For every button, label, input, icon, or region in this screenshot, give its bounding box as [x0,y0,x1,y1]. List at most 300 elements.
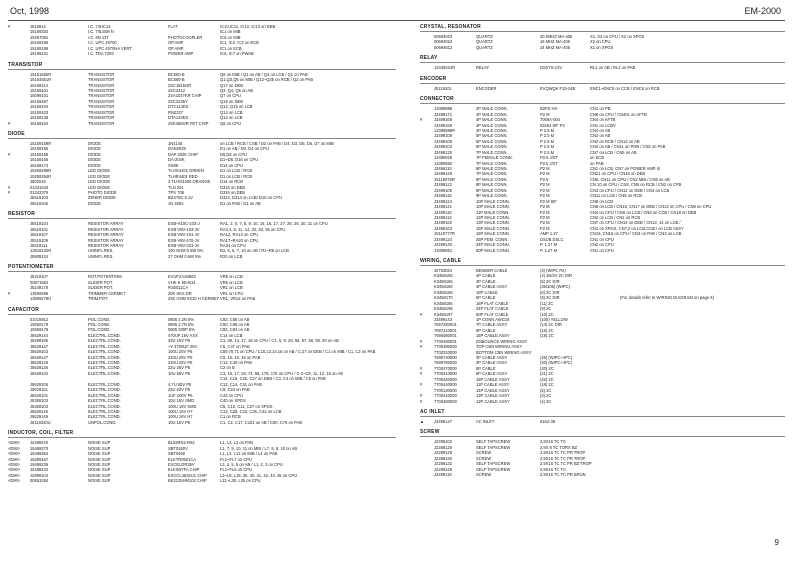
part-number-cell: J5629149 [30,414,48,420]
part-number-cell: 15159101 [30,87,49,93]
location-cell: IC6 on MIB [220,34,241,40]
description-cell: NOISE SUP [88,445,111,451]
mark-cell: # [420,398,423,404]
type-cell: P2 M 90* [540,198,557,204]
type-cell: (18) 2C [540,382,554,388]
type-cell: P. 1.27 M [540,242,557,248]
description-cell: 7P FEMALE CONN. [476,155,513,161]
mark-cell: <EMI> [8,467,21,473]
part-number-cell: 15154561R [30,77,52,83]
description-cell: 50P FLAT CABLE [476,311,509,317]
mark-cell: # [420,393,423,399]
location-cell: C6, 10, 43, 46 on PAB [220,354,261,360]
location-cell: IC1 on MIB [220,29,241,35]
section-rule [420,416,785,417]
part-number-cell: 7700450000 [434,398,457,404]
type-cell: 10U 50V P5 [168,370,191,376]
type-cell: 53254 90* P2 [540,122,565,128]
description-cell: 16P CABLE ASSY [476,376,510,382]
type-cell: (20) (WIPC+4PC) [540,360,573,366]
type-cell: EVUF2A16B63 [168,274,196,280]
part-number-cell: J5219107 [30,274,48,280]
part-number-cell: K3458160 [434,284,453,290]
location-cell: IC1, IC2, IC3 on ECB [220,40,259,46]
location-cell: D14 on RCB [220,179,243,185]
part-number-cell: J2289126 [434,444,452,450]
part-number-cell: 15499270 [30,445,49,451]
part-number-cell: 7697210001 [434,327,457,333]
type-cell: PHOTOCOUPLER [168,34,203,40]
part-number-cell: 00694812 [434,44,453,50]
location-cell: Q8 on CPU [220,120,241,126]
part-number-cell: J5519107 [30,232,48,238]
part-number-cell: J2289118 [434,472,452,477]
location-cell: C2 on B [220,365,235,371]
description-cell: 5P MALE CONN. [476,133,508,139]
type-cell: P2 M [540,187,550,193]
section [8,131,396,206]
description-cell: TRANSISTOR [88,115,115,121]
type-cell: (16) 2C [540,327,554,333]
description-cell: 34P MALE CONN. [476,242,510,248]
type-cell: DA-204K [168,157,185,163]
description-cell: RESISTOR ARRAY [88,221,124,227]
type-cell: DAP 202K CHIP [168,151,198,157]
type-cell: BC550-B [168,71,185,77]
type-cell: VHK-K 5D-B14 [168,279,196,285]
location-cell: L21~L30, L35 on CPU [220,478,261,484]
type-cell: 100U 16V SMD [168,403,197,409]
description-cell: ELECTRL.COND. [88,387,121,393]
description-cell: I.C. UPC 4570C [88,40,118,46]
section-title: RESISTOR [8,211,36,218]
type-cell: 2SA1037KR CHIP [168,93,202,99]
location-cell: CN4 on AB [590,127,611,133]
description-cell: LED DIODE [88,173,111,179]
location-cell: D315 on DEB [220,189,246,195]
type-cell: DTA143ES [168,115,189,121]
description-cell: 4P MALE CONN. [476,122,508,128]
description-cell: 3P CABLE ASSY [476,355,508,360]
description-cell: 50P MALE CONN. [476,247,510,253]
location-cell: CN1 on LCB, CN7 on POWER AMP. B [590,166,660,171]
part-number-cell: 13399592 [434,160,453,166]
description-cell: ZENER DIODE [88,195,116,201]
part-number-cell: 01015912 [30,316,49,322]
part-number-cell: J5499196 [30,338,48,344]
mark-cell: <EMI> [8,462,21,467]
type-cell: 22U 63V P5 [168,387,191,393]
header-date: Oct, 1998 [10,6,50,16]
mark-cell: # [420,365,423,371]
location-cell: RA34 on CPU [220,243,246,248]
description-cell: SELF TAPSCREW [476,444,511,450]
part-number-cell: J5629104 [30,370,48,376]
description-cell: TRANSISTOR [88,82,115,88]
type-cell: ~V 4700UF 25V [168,343,198,349]
location-cell: Q13 on LCB [220,115,243,121]
description-cell: 10P MALE CONN. [476,204,510,210]
location-cell: RA1, 2, 6, 7, 8, 9, 10, 15, 16, 17, 27, 28, 29, 30, 31 on CPU [220,221,328,227]
description-cell: LED DIODE [88,168,111,174]
part-number-cell: 15259294R [30,173,52,179]
description-cell: DIODE [88,141,101,146]
mark-cell: <EMI> [8,456,21,462]
type-cell: (5) 2C DIR [540,278,560,284]
location-cell: CN3 on AB / CN11 on PHB / CN2 on PAB [590,144,666,150]
part-number-cell: J3499110 [434,166,452,171]
mark-cell: # [420,338,423,344]
section-title: TRANSISTOR [8,61,43,68]
part-number-cell: J5629144 [30,332,48,338]
description-cell: ENCODER [476,85,497,91]
mark-cell: # [8,151,11,157]
description-cell: DIODE [88,146,101,152]
description-cell: NOISE SUP [88,478,111,484]
type-cell: (21) 2C [540,371,554,377]
part-number-cell: J2289128 [434,466,452,472]
type-cell: 100U 16V H7 [168,414,193,420]
description-cell: QUARTZ [476,34,493,39]
type-cell: P2 M [540,209,550,215]
location-cell: Q1,Q3,Q5 on MIB / Q12~Q25 on RCB / Q2 on PAB [220,77,314,83]
description-cell: 11P MALE CONN. [476,209,510,215]
type-cell: (3) (WIPC P2) [540,268,566,273]
description-cell: TRIM.POT. [88,296,109,302]
section-rule [420,103,785,104]
left-column [8,24,396,484]
type-cell: 2SK368GR FET CHIP [168,120,209,126]
description-cell: ELECTRL.COND. [88,360,121,365]
location-cell: D316 on DEB [220,184,246,190]
location-cell: C5, C47 on PAB [220,343,250,349]
type-cell: 10U 16V SMD [168,398,195,404]
location-cell: X2 on CPU [590,39,611,45]
part-number-cell: 01341633 [30,184,49,190]
description-cell: BOTTOM CBN WIRING ASSY [476,349,532,355]
part-number-cell: J5629147 [30,354,48,360]
location-cell: C43 on CPU [220,392,243,398]
description-cell: 4P CABLE [476,278,496,284]
type-cell: P2 M [540,193,550,199]
location-cell: C82, C84 on AB [220,327,250,333]
type-cell: OP.AMP. [168,45,185,51]
part-number-cell: J5629151 [30,387,48,393]
right-column [420,24,785,477]
location-cell: CN1 on PB [590,106,611,112]
description-cell: 8P CABLE [476,365,496,371]
description-cell: 25P FEM. CONN. [476,236,509,242]
description-cell: 11P CABLE ASSY [476,382,510,388]
mark-cell: # [420,371,423,377]
description-cell: 12P CABLE ASSY [476,398,510,404]
part-number-cell: 7700480001 [434,338,457,344]
part-number-cell: J3499108 [434,133,452,139]
type-cell: BK2125HM102 CHIP [168,478,207,484]
type-cell: 1N4148 [168,141,183,146]
location-cell: CN2 on AB [590,133,611,139]
location-cell: on PAB [590,160,604,166]
mark-cell: <EMI> [8,478,21,484]
part-number-cell: J3499125 [434,149,452,155]
section [420,429,785,477]
type-cell: P 2.5 M [540,138,555,144]
type-cell: 7058A-004 [540,117,561,123]
type-cell: (26) (WIPC+4PC) [540,355,573,360]
part-number-cell: J3499163 [434,225,452,231]
mark-cell: # [420,382,423,388]
location-cell: Q12, Q15 on LCB [220,104,253,110]
part-number-cell: J3499103 [434,144,452,150]
part-number-cell: J3499124 [434,198,452,204]
part-number-cell: 15159104 [30,104,49,110]
type-cell: 2,9X16 TC TC [540,439,567,445]
section-rule [8,69,396,70]
description-cell: 9P MALE CONN. [476,187,508,193]
mark-cell: # [8,184,11,190]
description-cell: NOISE SUP [88,472,111,478]
part-number-cell: J3499109 [434,138,452,144]
description-cell: ROT.POTENTIOM. [88,274,123,280]
type-cell: P2 M [540,111,550,117]
type-cell: TPS 708 [168,189,184,195]
description-cell: 14P CABLE ASSY [476,387,510,393]
parts-row [8,478,396,483]
part-number-cell: K3458166 [434,289,453,295]
part-number-cell: J5629105 [30,381,48,387]
location-cell: D1~D8, D16 on CPU [220,157,259,163]
type-cell: EXB-V8V-101-JV [168,232,200,238]
location-cell: VR6 on LCB [220,279,243,285]
type-cell: P2 M [540,214,550,220]
description-cell: ELECTRL.COND. [88,349,121,355]
type-cell: (100) YELLOW [540,316,568,322]
section-title: ENCODER [420,75,447,82]
location-cell: C13, C28, C34, C35, C42 on LCB [220,408,282,414]
location-cell: FL1~FL7 on CPU [220,456,252,462]
part-number-cell: 7695080001 [434,333,457,339]
description-cell: 8P MALE CONN. [476,182,508,188]
location-cell: VR5 on LCB [220,274,243,280]
part-number-cell: J3499124 [434,236,452,242]
location-cell: VR1, VR12 on PAB [220,296,256,302]
description-cell: UNINFL.RES. [88,253,114,259]
type-cell: P2 M [540,166,550,171]
type-cell: P2.5 J/ST [540,160,558,166]
type-cell: BZX79C 5.1V [168,195,194,201]
part-number-cell: K3458186 [434,300,453,306]
location-cell: C1, 69, 14, 17, 18 on CPU / C4, 5, 9, 29, 56, 57, 58, 59, 60 on AB [220,338,339,344]
description-cell: RESISTOR ARRAY [88,243,124,248]
location-cell: L1, L2, L12 on MIB / L4 on PAB [220,451,278,457]
part-number-cell: 7700310000 [434,349,457,355]
section-rule [8,314,396,315]
type-cell: POWER AMP [168,51,194,57]
location-cell: Q16 on DEB [220,98,243,104]
part-number-cell: K3458197 [434,311,453,317]
type-cell: EXCCL4532U1 CHIP [168,472,207,478]
description-cell: UNINFL.RES. [88,248,114,254]
description-cell: ELECTRL.COND. [88,381,121,387]
description-cell: DIODE [88,200,101,206]
part-number-cell: 15159103 [30,109,49,115]
type-cell: 220U 25V P5 [168,360,193,365]
description-cell: 8P CABLE [476,295,496,301]
type-cell: (6) 2C DIR [540,289,560,295]
location-cell: RA3,4, 5, 11, 14, 32, 33, 35 on CPU [220,226,286,232]
location-cell: ENC1~ENC5 on CCB / ENC6 on RCB [590,85,660,91]
header-model: EM-2000 [744,6,781,16]
part-number-cell: 00871564 [30,279,49,285]
section-rule [420,31,785,32]
type-cell: (36/106) (WIPC) [540,284,570,290]
part-number-cell: 15159159R [30,141,52,146]
section [420,258,785,404]
part-number-cell: 15299167 [30,456,49,462]
location-cell: L1, 7, 9, 10, 11 on MIB / L7, 8, 9, 10 on AB [220,445,298,451]
part-number-cell: 15169186 [30,40,49,46]
type-cell: P2 M [540,171,550,177]
location-cell: IC6, IC7 on PWAB [220,51,254,57]
location-cell: RA12, RA13 on CPU [220,232,259,238]
part-number-cell: 15199101 [30,51,49,57]
section [8,264,396,301]
location-cell: CN21 on CPU / CN15 on DEB [590,171,646,177]
type-cell: 100 OHM 0.6W 5% [168,248,204,254]
location-cell: L1, L2, L3 on PAB [220,440,253,446]
part-number-cell: J5629103 [30,349,48,355]
mark-cell: # [420,344,423,350]
location-cell: D1 on AB / D3, D4 on CPU [220,146,269,152]
part-number-cell: J2289130 [434,455,452,461]
description-cell: TRANSISTOR [88,109,115,115]
description-cell: ELECTRL.COND. [88,398,121,404]
part-number-cell: J3499106 [434,187,452,193]
parts-row [8,420,396,425]
type-cell: ELKTR0501CA [168,456,196,462]
location-cell: CN8 on CPU / CN401 on AFTB [590,111,647,117]
type-cell: P2 M [540,220,550,226]
part-number-cell: 00694024 [434,39,453,45]
location-cell: C60, C86 on AB [220,321,250,327]
type-cell: 22U 25V P5 [168,365,191,371]
description-cell: 34P FLAT CABLE [476,306,509,312]
description-cell: TRANSISTOR [88,77,115,83]
parts-row [420,86,785,91]
parts-row [420,45,785,50]
description-cell: NOISE SUP [88,467,111,473]
parts-row [420,472,785,477]
description-cell: 4P CABLE [476,273,496,279]
part-number-cell: J3499122 [434,182,452,188]
description-cell: PHOTO DIODE [88,189,117,195]
parts-row [8,51,396,56]
page-header [10,6,781,19]
description-cell: DIODE [88,157,101,163]
description-cell: RESISTOR ARRAY [88,232,124,238]
type-cell: 100U 16V H7 [168,408,193,414]
part-number-cell: 15159168 [30,151,49,157]
section [420,24,785,50]
description-cell: SCREW [476,472,492,477]
type-cell: (20) 2C [540,365,554,371]
description-cell: ELECTRL.COND. [88,414,121,420]
type-cell: 1N 4002 [168,200,184,206]
type-cell: (14) 2C DIR [540,322,562,328]
type-cell: DS2YS-12V [540,65,563,71]
description-cell: 2P MALE CONN. [476,106,508,112]
part-number-cell: 15159174 [30,162,49,168]
location-cell: C1 on RCB [220,414,241,420]
location-cell: CN2 on LCB / CN2 on RCB [590,214,641,220]
description-cell: 7P MALE CONN. [476,149,508,155]
location-cell: CN5 on LCB / CN16, CN17 on DEB / CN12 on CPU / CN9 on CPU [590,204,712,210]
part-number-cell: 01342376 [30,189,49,195]
type-cell: TLN 201 [168,184,184,190]
location-cell: Q7 on CPU [220,93,241,99]
location-cell: L3, 4, 5, 6 on AB / L1, 2, 3 on CPU [220,462,283,467]
location-cell: CN2 on CPU [590,242,614,248]
location-cell: CN15, CN16 on CPU / CN3 on PAB / CN3 on LCB [590,231,682,237]
mark-cell: # [420,117,423,123]
part-number-cell: J0763034 [434,268,452,273]
part-number-cell: J5519104 [30,221,48,227]
location-cell: X1, X3 on CPU / X2 on XPGS [590,34,645,39]
mark-cell: <EMI> [8,440,21,446]
location-cell: CN11 on LCB / CN8 on RCB [590,193,643,199]
location-cell: VR1 on CPU [220,290,244,296]
type-cell: P2 M [540,204,550,210]
part-number-cell: J5519101 [30,226,48,232]
description-cell: 7P CABLE ASSY [476,322,508,328]
type-cell: (9) 2C [540,306,552,312]
section [420,96,785,253]
type-cell: P2.5 [540,176,549,182]
location-cell: D1 on LCB / RCB [220,173,253,179]
description-cell: 13P CABLE ASSY [476,393,510,399]
location-cell: X1 on XPGS [590,44,614,50]
part-number-cell: 7697280001 [434,322,457,328]
location-cell: CN1 on CPU [590,247,614,253]
type-cell: P 2.5 M [540,149,555,155]
description-cell: I.C. TDA 7283 [88,51,114,57]
part-number-cell: J3499171 [434,111,452,117]
section-rule [420,83,785,84]
location-cell: IC10,IC11, IC12, IC13 on DEB [220,24,276,29]
parts-row [8,201,396,206]
part-number-cell: 15499254 [30,451,49,457]
description-cell: TRANSISTOR [88,120,115,126]
part-number-cell: J5519109 [30,237,48,243]
description-cell: BENDER CABLE [476,268,508,273]
part-number-cell: 15559178 [30,321,49,327]
part-number-cell: 00653284 [30,478,49,484]
description-cell: POL.COND. [88,327,111,333]
description-cell: 3P CABLE ASSY [476,360,508,366]
type-cell: (22) 2C [540,376,554,382]
description-cell: RESISTOR ARRAY [88,237,124,243]
description-cell: 4P MALE CONN. [476,127,508,133]
part-number-cell: J3499115 [434,193,452,199]
section [8,62,396,126]
location-cell: on LCB / RCB / CSB / D2 on PAB / D4, D3, D5, D6, D7 on MIB [220,141,334,146]
location-cell: Q14 on LCB [220,109,243,115]
location-cell: Q17 on DEB [220,82,243,88]
part-number-cell: 15159165 [30,157,49,163]
part-number-cell: 15119777R [434,231,455,237]
type-cell: TLHR4401 RED [168,173,198,179]
description-cell: ELECTRL.COND. [88,332,121,338]
